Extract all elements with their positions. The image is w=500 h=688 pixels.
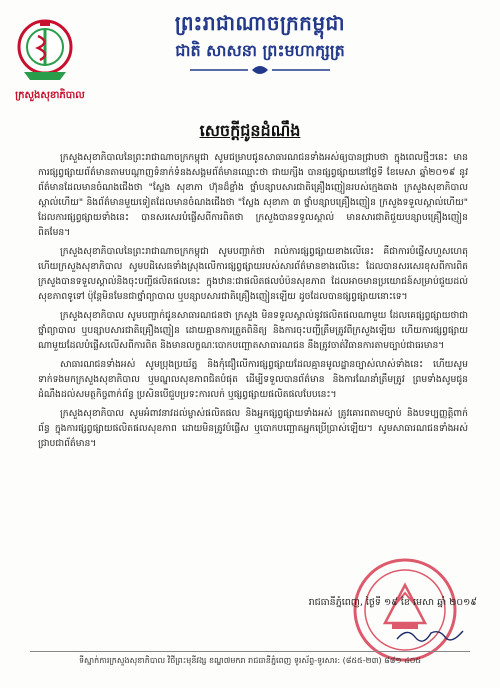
footer-divider [30, 651, 470, 652]
ministry-name: ក្រសួងសុខាភិបាល [15, 90, 85, 101]
national-motto: ជាតិ សាសនា ព្រះមហាក្សត្រ [175, 41, 345, 60]
body-paragraph: ក្រសួងសុខាភិបាលនៃព្រះរាជាណាចក្រកម្ពុជា សូមបញ្ជាក់ថា រាល់ការផ្សព្វផ្សាយខាងលើនេះ គឺជាការបំផ្លើសហួសហេតុ ហើយក្រសួងសុខាភិបាល សូមបដិសេធទាំងស្រុងលើការផ្សព្វផ្សាយរបស់សារព័ត៌មានខាងលើនេះ ដែលបានសរសេរខុសពីការពិត ក្រសួងបានទទួលស្គាល់និងចុះបញ្ជីផលិតផលនេះ ក្នុងឋានៈជាផលិតផលបំប៉នសុខភាព ដែលអាចមានប្រយោជន៍សម្រាប់ជួយដល់សុខភាពទូទៅ ប៉ុន្តែមិនមែនជាថ្នាំព្យាបាល ឬបន្សាបសារជាតិគ្រឿងញៀនឡើយ ដូចដែលបានផ្សព្វផ្សាយនោះទេ។ [38, 246, 468, 302]
body-paragraph: ក្រសួងសុខាភិបាល សូមបញ្ជាក់ជូនសាធារណជនថា ក្រសួង មិនទទួលស្គាល់នូវផលិតផលណាមួយ ដែលគេផ្សព្វផ្សាយថាជាថ្នាំព្យាបាល ឬបន្សាបសារជាតិគ្រឿងញៀន ដោយគ្មានការត្រួតពិនិត្យ និងការចុះបញ្ជីត្រឹមត្រូវពីក្រសួងឡើយ ហើយការផ្សព្វផ្សាយណាមួយដែលបំផ្លើសលើសពីការពិត និងមានលក្ខណៈបោកបញ្ឆោតសាធារណជន នឹងត្រូវចាត់វិធានការតាមច្បាប់ជាធរមាន។ [38, 310, 468, 351]
kingdom-title: ព្រះរាជាណាចក្រកម្ពុជា [174, 11, 346, 35]
document-title: សេចក្តីជូនដំណឹង [199, 121, 301, 140]
body-paragraph: សាធារណជនទាំងអស់ សូមប្រុងប្រយ័ត្ន និងកុំជឿលើការផ្សព្វផ្សាយដែលគ្មានមូលដ្ឋានច្បាស់លាស់ទាំងនេះ ហើយសូមទាក់ទងមកក្រសួងសុខាភិបាល ឬមណ្ឌលសុខភាពជិតបំផុត ដើម្បីទទួលបានព័ត៌មាន និងការណែនាំត្រឹមត្រូវ ព្រមទាំងសូមជូនដំណឹងដល់សមត្ថកិច្ចពាក់ព័ន្ធ ប្រសិនបើជួបប្រទះការលក់ ឬផ្សព្វផ្សាយផលិតផលបែបនេះ។ [38, 359, 468, 400]
official-seal-icon [350, 555, 460, 665]
document-body [38, 150, 468, 455]
ministry-logo-icon [14, 14, 76, 84]
ornament-divider-icon [190, 64, 330, 76]
body-paragraph: ក្រសួងសុខាភិបាលនៃព្រះរាជាណាចក្រកម្ពុជា សូមជម្រាបជូនសាធារណជនទាំងអស់ឲ្យបានជ្រាបថា ក្នុងពេលថ្មីៗនេះ មានការផ្សព្វផ្សាយព័ត៌មានតាមបណ្តាញទំនាក់ទំនងសង្គមព័ត៌មានឈ្មោះថា ជាយក្សីង បានផ្សព្វផ្សាយនៅថ្ងៃទី ខែមេសា ឆ្នាំ២០១៩ នូវព័ត៌មានដែលមានចំណងជើងថា "ស្លែង សុខាភា ហ៊ុនដ៏ខ្លាំង ថ្នាំបន្សាបសារជាតិគ្រឿងញៀនរបស់ក្មេងធាង ក្រសួងសុខាភិបាលស្គាល់ហើយ" និងព័ត៌មានមួយទៀតដែលមានចំណងជើងថា "ស្លែង សុខាភា ៣ ថ្នាំបន្សាបគ្រឿងញៀន ក្រសួងទទួលស្គាល់ហើយ" ដែលការផ្សព្វផ្សាយទាំងនេះ បានសរសេរបំផ្លើសពីការពិតថា ក្រសួងបានទទួលស្គាល់ មានសារជាតិជួយបន្សាបគ្រឿងញៀនពិតមែន។ [38, 152, 468, 238]
footer-address: ទីស្នាក់ការក្រសួងសុខាភិបាល វិថីព្រះមុនីវង្ស ខណ្ឌ៧មករា រាជធានីភ្នំពេញ ទូរស័ព្ទ-ទូរសារ: (៨៥៥-២៣) ៨៨១ ៤០៥ [78, 656, 422, 665]
document-date: រាជធានីភ្នំពេញ, ថ្ងៃទី ១៩ ខែ មេសា ឆ្នាំ ២០១៩ [308, 597, 477, 608]
signature-icon [395, 625, 465, 643]
body-paragraph: ក្រសួងសុខាភិបាល សូមអំពាវនាវដល់ម្ចាស់ផលិតផល និងអ្នកផ្សព្វផ្សាយទាំងអស់ ត្រូវគោរពតាមច្បាប់ និងបទប្បញ្ញត្តិពាក់ព័ន្ធ ក្នុងការផ្សព្វផ្សាយផលិតផលសុខភាព ដោយមិនត្រូវបំផ្លើស ឬបោកបញ្ឆោតអ្នកប្រើប្រាស់ឡើយ។ សូមសាធារណជនទាំងអស់ជ្រាបជាព័ត៌មាន។ [38, 408, 468, 449]
